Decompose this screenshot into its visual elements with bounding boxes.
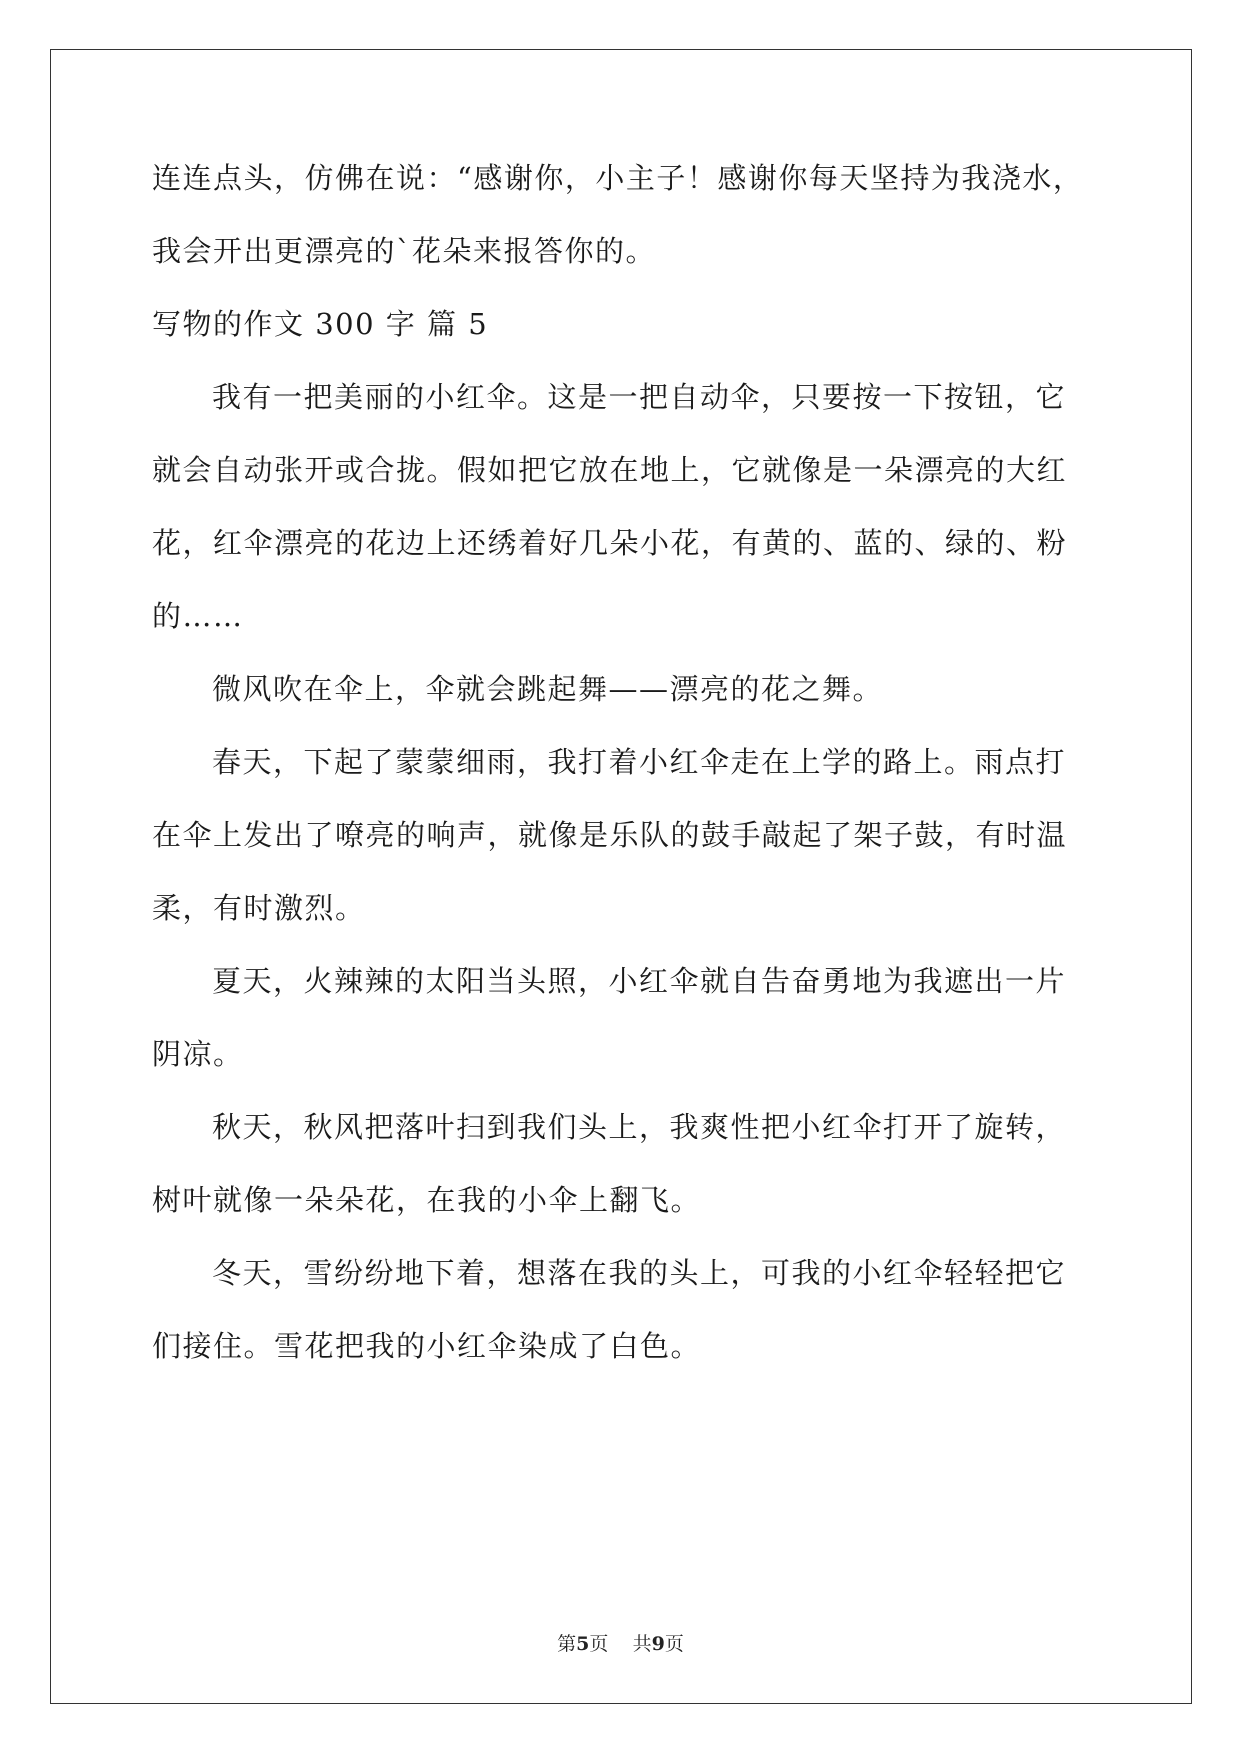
paragraph-line: 夏天，火辣辣的太阳当头照，小红伞就自告奋勇地为我遮出一片: [212, 964, 1067, 998]
page-footer: [0, 1632, 1241, 1656]
text-line: 在伞上发出了嘹亮的响声，就像是乐队的鼓手敲起了架子鼓，有时温: [152, 818, 1068, 852]
paragraph-line: 我有一把美丽的小红伞。这是一把自动伞，只要按一下按钮，它: [212, 380, 1067, 414]
paragraph-line: 春天，下起了蒙蒙细雨，我打着小红伞走在上学的路上。雨点打: [212, 745, 1067, 779]
footer-total-suffix: 页: [664, 1633, 684, 1655]
text-line: 花，红伞漂亮的花边上还绣着好几朵小花，有黄的、蓝的、绿的、粉: [152, 526, 1068, 560]
text-line: 我会开出更漂亮的`花朵来报答你的。: [152, 234, 657, 268]
total-page-count: 9: [651, 1633, 665, 1655]
paragraph-line: 秋天，秋风把落叶扫到我们头上，我爽性把小红伞打开了旋转，: [212, 1110, 1067, 1144]
text-line: 就会自动张开或合拢。假如把它放在地上，它就像是一朵漂亮的大红: [152, 453, 1068, 487]
text-line: 柔，有时激烈。: [152, 891, 366, 925]
section-heading: 写物的作文 300 字 篇 5: [152, 307, 489, 341]
paragraph-line: 微风吹在伞上，伞就会跳起舞——漂亮的花之舞。: [212, 672, 884, 706]
text-line: 阴凉。: [152, 1037, 244, 1071]
footer-page-suffix: 页: [589, 1633, 609, 1655]
text-line: 树叶就像一朵朵花，在我的小伞上翻飞。: [152, 1183, 702, 1217]
footer-total-prefix: 共: [632, 1633, 652, 1655]
page-border: [50, 49, 1192, 1704]
footer-prefix: 第: [557, 1633, 577, 1655]
current-page-number: 5: [576, 1633, 590, 1655]
text-line: 连连点头，仿佛在说：“感谢你，小主子！感谢你每天坚持为我浇水，: [152, 161, 1084, 195]
text-line: 的……: [152, 599, 244, 633]
paragraph-line: 冬天，雪纷纷地下着，想落在我的头上，可我的小红伞轻轻把它: [212, 1256, 1067, 1290]
text-line: 们接住。雪花把我的小红伞染成了白色。: [152, 1329, 702, 1363]
